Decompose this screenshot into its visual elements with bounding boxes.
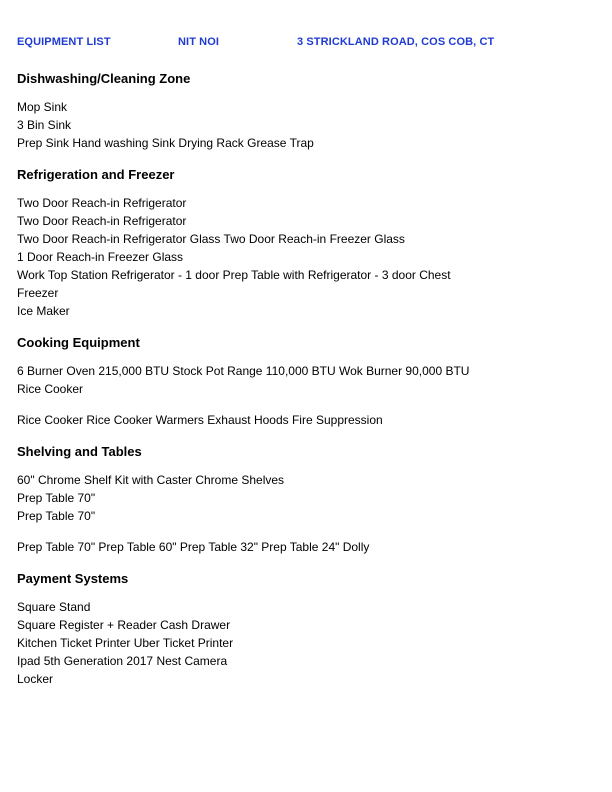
equipment-item: 3 Bin Sink: [17, 118, 72, 132]
equipment-item: Square Stand: [17, 600, 91, 614]
section-heading-shelving-tables: Shelving and Tables: [17, 444, 142, 459]
doc-title: EQUIPMENT LIST: [17, 36, 111, 48]
equipment-item: Square Register + Reader Cash Drawer: [17, 618, 231, 632]
equipment-item: 6 Burner Oven 215,000 BTU Stock Pot Range 110,000 BTU Wok Burner 90,000 BTU: [17, 364, 470, 378]
section-heading-refrigeration-freezer: Refrigeration and Freezer: [17, 167, 175, 182]
business-address: 3 STRICKLAND ROAD, COS COB, CT: [297, 36, 495, 48]
section-heading-dishwashing-cleaning-zone: Dishwashing/Cleaning Zone: [17, 71, 191, 86]
document-header: [17, 33, 595, 51]
equipment-item: Prep Table 70": [17, 509, 96, 523]
cooking-items-paragraph-2: [17, 411, 595, 429]
equipment-item: Ice Maker: [17, 304, 70, 318]
shelving-items-paragraph-1: [17, 471, 595, 525]
equipment-item: Two Door Reach-in Refrigerator Glass Two Door Reach-in Freezer Glass: [17, 232, 405, 246]
equipment-item: Prep Sink Hand washing Sink Drying Rack Grease Trap: [17, 136, 314, 150]
equipment-item: Kitchen Ticket Printer Uber Ticket Printer: [17, 636, 234, 650]
cooking-items-paragraph-1: [17, 362, 595, 398]
section-heading-payment-systems: Payment Systems: [17, 571, 129, 586]
equipment-item: Mop Sink: [17, 100, 68, 114]
shelving-items-paragraph-2: [17, 538, 595, 556]
equipment-item: Freezer: [17, 286, 59, 300]
equipment-item: Work Top Station Refrigerator - 1 door Prep Table with Refrigerator - 3 door Chest: [17, 268, 451, 282]
refrigeration-items-paragraph: [17, 194, 595, 320]
equipment-item: 1 Door Reach-in Freezer Glass: [17, 250, 184, 264]
payment-items-paragraph: [17, 598, 595, 688]
equipment-item: Rice Cooker: [17, 382, 84, 396]
equipment-item: Two Door Reach-in Refrigerator: [17, 196, 187, 210]
equipment-item: Prep Table 70" Prep Table 60" Prep Table 32" Prep Table 24" Dolly: [17, 540, 370, 554]
equipment-item: Prep Table 70": [17, 491, 96, 505]
equipment-item: 60" Chrome Shelf Kit with Caster Chrome Shelves: [17, 473, 285, 487]
business-name: NIT NOI: [178, 36, 220, 48]
section-heading-cooking-equipment: Cooking Equipment: [17, 335, 140, 350]
dishwashing-items-paragraph: [17, 98, 595, 152]
equipment-item: Rice Cooker Rice Cooker Warmers Exhaust Hoods Fire Suppression: [17, 413, 383, 427]
equipment-item: Locker: [17, 672, 54, 686]
equipment-item: Two Door Reach-in Refrigerator: [17, 214, 187, 228]
equipment-item: Ipad 5th Generation 2017 Nest Camera: [17, 654, 228, 668]
